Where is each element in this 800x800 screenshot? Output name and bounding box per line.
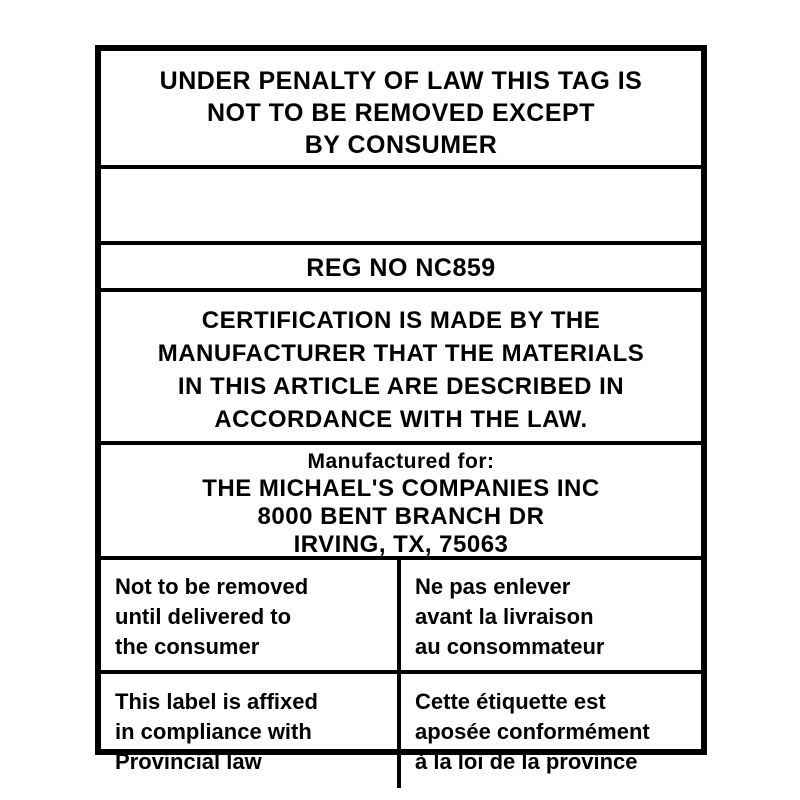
- removal-notice-french-line-2: avant la livraison: [415, 604, 594, 629]
- removal-notice-english-line-1: Not to be removed: [115, 574, 309, 599]
- removal-notice-english-line-3: the consumer: [115, 634, 260, 659]
- registration-number: REG NO NC859: [306, 254, 496, 282]
- manufacturer-section: [101, 445, 701, 560]
- removal-notice-french-line-3: au consommateur: [415, 634, 605, 659]
- compliance-notice-french-line-2: aposée conformément: [415, 719, 650, 744]
- blank-write-in-section: [101, 169, 701, 245]
- registration-number-section: [101, 245, 701, 292]
- penalty-notice-line-2: NOT TO BE REMOVED EXCEPT: [207, 99, 595, 127]
- compliance-notice-french: [401, 674, 701, 788]
- removal-notice-english-line-2: until delivered to: [115, 604, 292, 629]
- compliance-notice-english-line-2: in compliance with: [115, 719, 312, 744]
- removal-notice-section: [101, 560, 701, 674]
- removal-notice-french-line-1: Ne pas enlever: [415, 574, 571, 599]
- law-label: [95, 45, 707, 774]
- certification-line-4: ACCORDANCE WITH THE LAW.: [214, 406, 588, 433]
- compliance-notice-section: [101, 674, 701, 788]
- certification-line-2: MANUFACTURER THAT THE MATERIALS: [157, 340, 645, 367]
- certification-line-1: CERTIFICATION IS MADE BY THE: [201, 307, 601, 334]
- compliance-notice-english: [101, 674, 401, 788]
- penalty-notice-section: [101, 51, 701, 169]
- certification-section: [101, 292, 701, 445]
- removal-notice-english: [101, 560, 401, 670]
- compliance-notice-english-line-1: This label is affixed: [115, 689, 318, 714]
- manufacturer-heading: Manufactured for:: [307, 450, 495, 473]
- removal-notice-french: [401, 560, 701, 670]
- penalty-notice-line-3: BY CONSUMER: [304, 131, 498, 159]
- manufacturer-company: THE MICHAEL'S COMPANIES INC: [202, 475, 600, 502]
- certification-line-3: IN THIS ARTICLE ARE DESCRIBED IN: [177, 373, 625, 400]
- compliance-notice-french-line-3: à la loi de la province: [415, 749, 638, 774]
- penalty-notice-line-1: UNDER PENALTY OF LAW THIS TAG IS: [159, 67, 643, 95]
- compliance-notice-french-line-1: Cette étiquette est: [415, 689, 606, 714]
- manufacturer-city-state-zip: IRVING, TX, 75063: [293, 531, 509, 558]
- manufacturer-street: 8000 BENT BRANCH DR: [257, 503, 545, 530]
- compliance-notice-english-line-3: Provincial law: [115, 749, 262, 774]
